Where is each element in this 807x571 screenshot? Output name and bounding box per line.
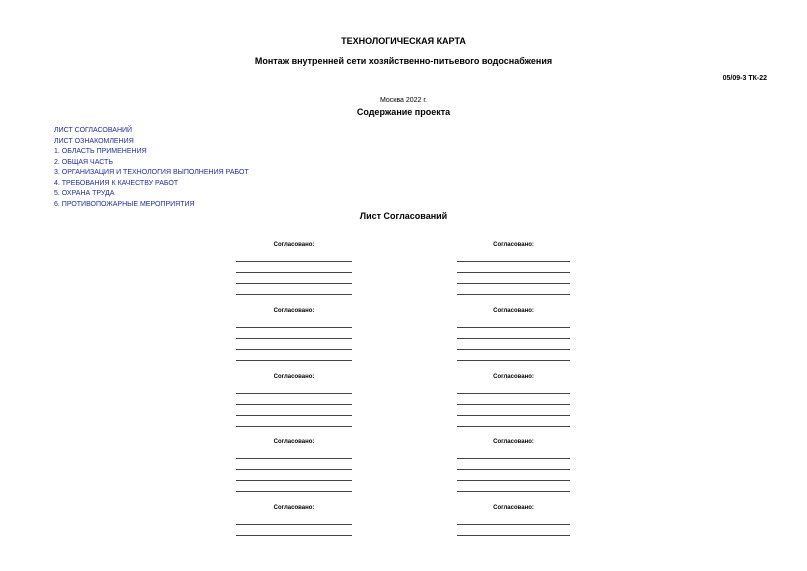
toc-link-approval-sheet[interactable]: ЛИСТ СОГЛАСОВАНИЙ <box>54 127 133 134</box>
signature-line <box>236 294 352 295</box>
toc-link-general[interactable]: 2. ОБЩАЯ ЧАСТЬ <box>54 158 113 166</box>
approval-block-right-1 <box>457 241 570 299</box>
signature-line <box>236 458 352 459</box>
signature-line <box>236 524 352 525</box>
signature-line <box>236 327 352 328</box>
approval-label: Согласовано: <box>273 374 315 380</box>
approval-label: Согласовано: <box>493 242 534 248</box>
signature-line <box>457 458 570 459</box>
approval-label: Согласовано: <box>273 242 315 248</box>
document-code: 05/09-3 ТК-22 <box>722 75 767 82</box>
signature-line <box>236 272 352 273</box>
approval-block-left-4 <box>236 438 352 496</box>
approval-sheet-heading: Лист Согласований <box>359 211 448 221</box>
signature-line <box>457 360 570 361</box>
signature-line <box>236 393 352 394</box>
toc-link-labor-safety[interactable]: 5. ОХРАНА ТРУДА <box>54 190 115 197</box>
signature-line <box>457 283 570 284</box>
signature-line <box>457 480 570 481</box>
approval-label: Согласовано: <box>493 505 534 511</box>
signature-line <box>457 272 570 273</box>
signature-line <box>236 283 352 284</box>
approval-block-right-5 <box>457 504 570 562</box>
table-of-contents <box>54 126 249 210</box>
signature-line <box>236 404 352 405</box>
approval-block-right-2 <box>457 307 570 365</box>
signature-line <box>457 294 570 295</box>
contents-heading: Содержание проекта <box>356 107 451 117</box>
signature-line <box>236 426 352 427</box>
toc-link-familiarization-sheet[interactable]: ЛИСТ ОЗНАКОМЛЕНИЯ <box>54 137 134 145</box>
signature-line <box>236 338 352 339</box>
signature-line <box>457 261 570 262</box>
document-subtitle: Монтаж внутренней сети хозяйственно-питьевого водоснабжения <box>254 56 553 66</box>
toc-link-quality-requirements[interactable]: 4. ТРЕБОВАНИЯ К КАЧЕСТВУ РАБОТ <box>54 179 179 187</box>
approval-label: Согласовано: <box>493 439 534 445</box>
document-title: ТЕХНОЛОГИЧЕСКАЯ КАРТА <box>341 36 466 46</box>
signature-line <box>457 469 570 470</box>
signature-line <box>236 491 352 492</box>
approval-block-left-2 <box>236 307 352 365</box>
approval-label: Согласовано: <box>273 308 315 314</box>
toc-link-organization-technology[interactable]: 3. ОРГАНИЗАЦИЯ И ТЕХНОЛОГИЯ ВЫПОЛНЕНИЯ РАБОТ <box>54 169 249 176</box>
approval-block-left-1 <box>236 241 352 299</box>
signature-line <box>457 349 570 350</box>
approval-label: Согласовано: <box>493 374 534 380</box>
signature-line <box>457 393 570 394</box>
approval-label: Согласовано: <box>493 308 534 314</box>
signature-line <box>236 415 352 416</box>
approval-label: Согласовано: <box>273 505 315 511</box>
approval-block-right-3 <box>457 373 570 431</box>
approval-label: Согласовано: <box>273 439 315 445</box>
signature-line <box>457 535 570 536</box>
signature-line <box>457 404 570 405</box>
signature-line <box>236 535 352 536</box>
signature-line <box>457 426 570 427</box>
signature-line <box>236 349 352 350</box>
signature-line <box>236 469 352 470</box>
city-year: Москва 2022 г. <box>379 97 427 104</box>
signature-line <box>236 360 352 361</box>
signature-line <box>457 491 570 492</box>
approval-block-left-5 <box>236 504 352 562</box>
toc-link-scope[interactable]: 1. ОБЛАСТЬ ПРИМЕНЕНИЯ <box>54 148 147 155</box>
signature-line <box>457 415 570 416</box>
signature-line <box>236 480 352 481</box>
signature-line <box>236 261 352 262</box>
signature-line <box>457 327 570 328</box>
approval-block-left-3 <box>236 373 352 431</box>
toc-link-fire-safety[interactable]: 6. ПРОТИВОПОЖАРНЫЕ МЕРОПРИЯТИЯ <box>54 200 195 208</box>
signature-line <box>457 524 570 525</box>
signature-line <box>457 338 570 339</box>
approval-block-right-4 <box>457 438 570 496</box>
